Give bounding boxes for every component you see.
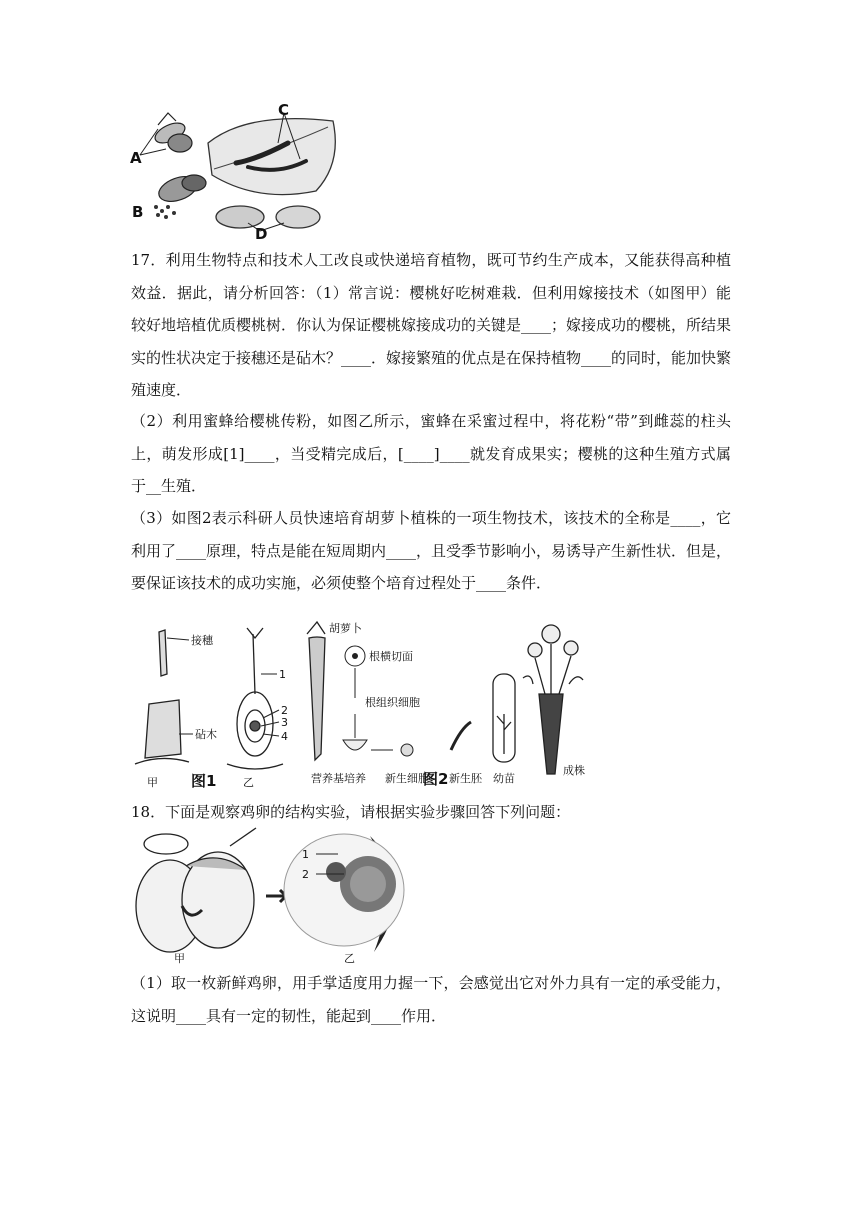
label-4: 4 — [281, 730, 288, 743]
label-fig1: 图1 — [191, 772, 217, 790]
grafting-and-tissue-culture-figure — [131, 614, 589, 792]
label-egg-jia: 甲 — [174, 952, 185, 964]
label-medium: 营养基培养 — [311, 772, 366, 785]
label-new-cells: 新生细胞 — [385, 772, 429, 785]
label-b: B — [132, 203, 144, 221]
label-1: 1 — [279, 668, 286, 681]
egg-structure-figure — [130, 826, 422, 964]
label-egg-yi: 乙 — [344, 952, 355, 964]
label-scion: 接穗 — [191, 634, 213, 647]
label-new-embryo: 新生胚 — [449, 772, 482, 785]
label-3: 3 — [281, 716, 288, 729]
new-cells-icon — [401, 744, 413, 756]
label-seedling: 幼苗 — [493, 772, 515, 785]
label-root-cells: 根组织细胞 — [365, 696, 420, 709]
label-2: 2 — [281, 704, 288, 717]
q18-paragraph-1: （1）取一枚新鲜鸡卵，用手掌适度用力握一下，会感觉出它对外力具有一定的承受能力，这说明____具有一定的韧性，能起到____作用． — [131, 974, 731, 1025]
label-c: C — [278, 103, 290, 119]
label-jia: 甲 — [147, 776, 158, 789]
silkworm-life-cycle-figure — [128, 103, 344, 240]
label-fig2: 图2 — [423, 770, 449, 788]
q17-paragraph-1: 17．利用生物特点和技术人工改良或快递培育植物，既可节约生产成本，又能获得高种植效益．据此，请分析回答：（1）常言说：樱桃好吃树难栽．但利用嫁接技术（如图甲）能较好地培植优质樱桃树．你认为保证樱桃嫁接成功的关键是____；嫁接成功的樱桃，所结果实的性状决定于接穗还是砧木？____．嫁接繁殖的优点是在保持植物____的同时，能加快繁殖速度． — [131, 251, 732, 399]
q17-paragraph-3: （3）如图2表示科研人员快速培育胡萝卜植株的一项生物技术，该技术的全称是____，它利用了____原理，特点是能在短周期内____，且受季节影响小，易诱导产生新性状．但是，要保证该技术的成功实施，必须使整个培育过程处于____条件． — [131, 509, 732, 592]
label-d: D — [255, 225, 268, 240]
q17-paragraph-2: （2）利用蜜蜂给樱桃传粉，如图乙所示，蜜蜂在采蜜过程中，将花粉“带”到雌蕊的柱头上，萌发形成[1]____，当受精完成后，[____]____就发育成果实；樱桃的这种生殖方式属于__生殖． — [131, 412, 731, 495]
label-cross-section: 根横切面 — [369, 650, 413, 663]
label-yi: 乙 — [243, 776, 254, 789]
q18-intro: 18．下面是观察鸡卵的结构实验，请根据实验步骤回答下列问题： — [131, 803, 571, 821]
label-mature: 成株 — [563, 764, 585, 777]
label-egg-1: 1 — [302, 848, 309, 861]
label-carrot: 胡萝卜 — [329, 622, 362, 635]
label-rootstock: 砧木 — [195, 728, 217, 741]
label-a: A — [130, 149, 142, 167]
cocoon-shape — [276, 206, 320, 228]
label-egg-2: 2 — [302, 868, 309, 881]
